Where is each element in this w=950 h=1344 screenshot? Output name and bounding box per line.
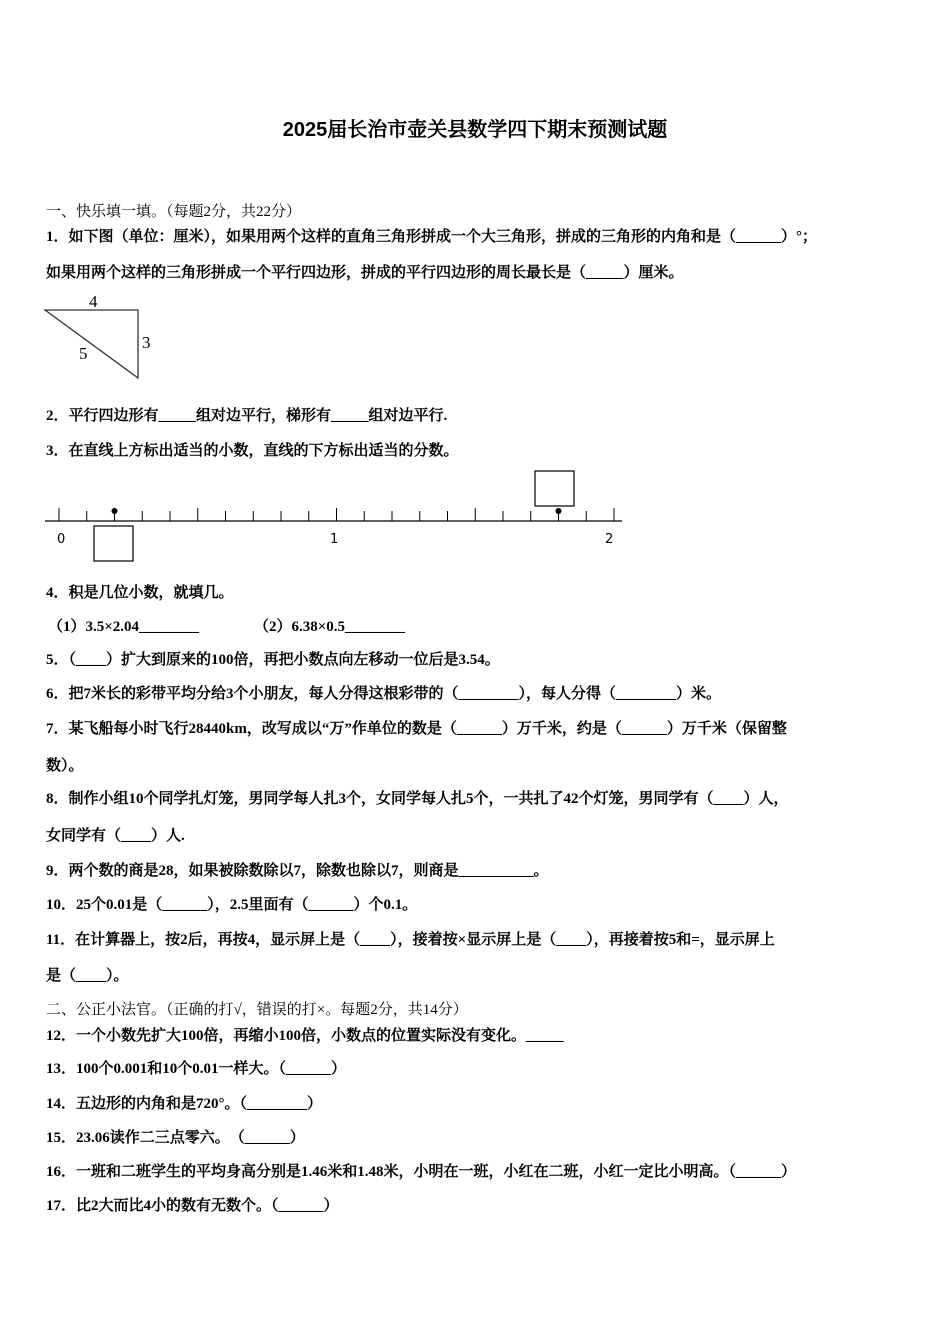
tick-label-0: 0 — [57, 532, 66, 547]
question-4-sub-1: （1）3.5×2.04________ — [48, 619, 200, 635]
question-14: 14．五边形的内角和是720°。（________） — [46, 1096, 322, 1112]
question-11-line-2: 是（____）。 — [46, 968, 129, 984]
question-3: 3．在直线上方标出适当的小数，直线的下方标出适当的分数。 — [46, 443, 459, 459]
question-6: 6．把7米长的彩带平均分给3个小朋友，每人分得这根彩带的（________），每人分得（________）米。 — [46, 686, 722, 702]
question-1-line-1: 1．如下图（单位：厘米），如果用两个这样的直角三角形拼成一个大三角形，拼成的三角形的内角和是（______）°； — [46, 229, 818, 245]
answer-box-below[interactable] — [94, 526, 133, 561]
section-1-heading: 一、快乐填一填。（每题2分，共22分） — [46, 204, 302, 220]
question-8-line-2: 女同学有（____）人. — [46, 828, 185, 844]
question-17: 17．比2大而比4小的数有无数个。（______） — [46, 1198, 339, 1214]
question-7-line-1: 7．某飞船每小时飞行28440km，改写成以“万”作单位的数是（______）万千米，约是（______）万千米（保留整 — [46, 721, 787, 737]
side-label-hypotenuse: 5 — [79, 344, 88, 363]
question-10: 10．25个0.01是（______），2.5里面有（______）个0.1。 — [46, 897, 418, 913]
section-2-heading: 二、公正小法官。（正确的打√，错误的打×。每题2分，共14分） — [46, 1002, 468, 1018]
question-5: 5．（____）扩大到原来的100倍，再把小数点向左移动一位后是3.54。 — [46, 652, 500, 668]
question-12: 12．一个小数先扩大100倍，再缩小100倍，小数点的位置实际没有变化。_____ — [46, 1028, 564, 1044]
tick-label-2: 2 — [605, 532, 614, 547]
point-marker — [556, 508, 562, 514]
number-line — [0, 0, 950, 600]
question-4-sub-2: （2）6.38×0.5________ — [254, 619, 406, 635]
question-8-line-1: 8．制作小组10个同学扎灯笼，男同学每人扎3个，女同学每人扎5个，一共扎了42个灯笼，男同学有（____）人， — [46, 791, 789, 807]
question-13: 13．100个0.001和10个0.01一样大。（______） — [46, 1061, 347, 1077]
side-label-right: 3 — [142, 333, 151, 352]
page-title: 2025届长治市壶关县数学四下期末预测试题 — [282, 119, 668, 141]
question-7-line-2: 数）。 — [46, 758, 84, 774]
side-label-top: 4 — [89, 292, 98, 311]
question-16: 16．一班和二班学生的平均身高分别是1.46米和1.48米，小明在一班，小红在二班，小红一定比小明高。（______） — [46, 1164, 797, 1180]
question-15: 15．23.06读作二三点零六。 （______） — [46, 1130, 305, 1146]
point-marker — [112, 508, 118, 514]
question-2: 2．平行四边形有_____组对边平行，梯形有_____组对边平行. — [46, 408, 448, 424]
answer-box-above[interactable] — [535, 471, 574, 506]
question-1-line-2: 如果用两个这样的三角形拼成一个平行四边形，拼成的平行四边形的周长最长是（_____）厘米。 — [46, 265, 684, 281]
question-11-line-1: 11．在计算器上，按2后，再按4，显示屏上是（____），接着按×显示屏上是（____），再接着按5和=，显示屏上 — [46, 932, 775, 948]
question-9: 9．两个数的商是28，如果被除数除以7，除数也除以7，则商是__________。 — [46, 863, 549, 879]
question-4: 4．积是几位小数，就填几。 — [46, 585, 234, 601]
tick-label-1: 1 — [330, 532, 339, 547]
